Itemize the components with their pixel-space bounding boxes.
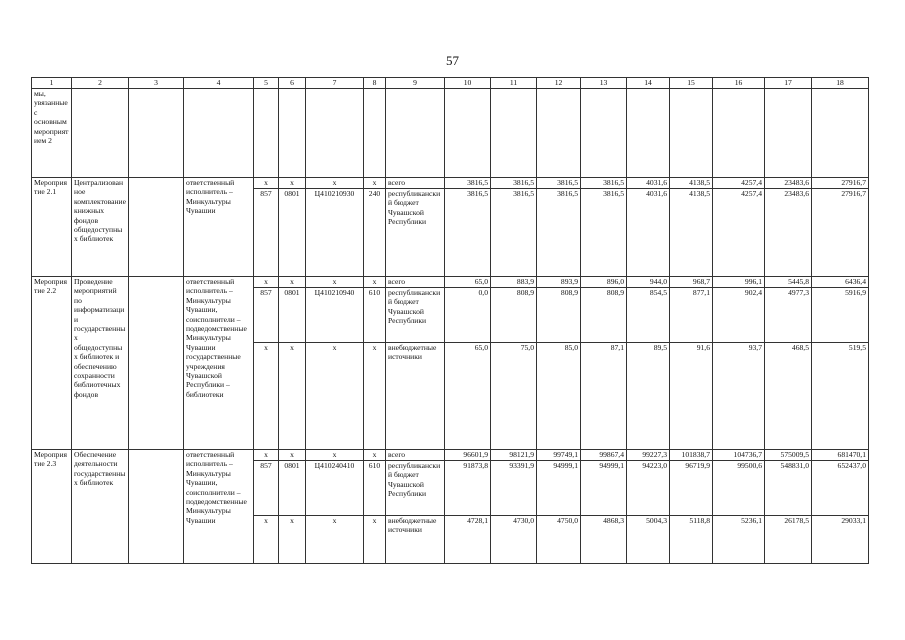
value-cell: 4138,5 bbox=[670, 189, 713, 277]
value-cell: 27916,7 bbox=[812, 189, 869, 277]
header-cell: 11 bbox=[491, 78, 537, 89]
value-cell: 94223,0 bbox=[627, 461, 670, 516]
header-cell: 2 bbox=[72, 78, 129, 89]
source-cell: внебюджетные источники bbox=[386, 516, 445, 564]
code-cell: 610 bbox=[364, 288, 386, 343]
header-cell: 12 bbox=[537, 78, 581, 89]
header-cell: 4 bbox=[184, 78, 254, 89]
value-cell: 65,0 bbox=[445, 277, 491, 288]
value-cell: 99749,1 bbox=[537, 450, 581, 461]
header-row bbox=[32, 78, 869, 89]
code-cell: x bbox=[254, 516, 279, 564]
value-cell: 99227,3 bbox=[627, 450, 670, 461]
value-cell: 548831,0 bbox=[765, 461, 812, 516]
value-cell: 98121,9 bbox=[491, 450, 537, 461]
code-cell: x bbox=[279, 516, 306, 564]
header-cell: 5 bbox=[254, 78, 279, 89]
code-cell: 0801 bbox=[279, 461, 306, 516]
source-cell: всего bbox=[386, 178, 445, 189]
code-cell: x bbox=[306, 343, 364, 450]
value-cell: 4031,6 bbox=[627, 178, 670, 189]
code-cell: 857 bbox=[254, 189, 279, 277]
value-cell: 5004,3 bbox=[627, 516, 670, 564]
value-cell: 893,9 bbox=[537, 277, 581, 288]
value-cell: 3816,5 bbox=[581, 189, 627, 277]
measure-label: Мероприятие 2.2 bbox=[32, 277, 72, 450]
value-cell: 4750,0 bbox=[537, 516, 581, 564]
code-cell: x bbox=[279, 343, 306, 450]
header-cell: 14 bbox=[627, 78, 670, 89]
value-cell: 91,6 bbox=[670, 343, 713, 450]
value-cell: 3816,5 bbox=[491, 178, 537, 189]
code-cell: x bbox=[306, 516, 364, 564]
code-cell: 0801 bbox=[279, 189, 306, 277]
code-cell: x bbox=[364, 178, 386, 189]
header-cell: 13 bbox=[581, 78, 627, 89]
value-cell: 104736,7 bbox=[713, 450, 765, 461]
code-cell: x bbox=[254, 450, 279, 461]
page-number: 57 bbox=[446, 53, 459, 68]
row-label: мы, увязанные с основным мероприятием 2 bbox=[32, 89, 72, 178]
value-cell: 808,9 bbox=[491, 288, 537, 343]
value-cell: 65,0 bbox=[445, 343, 491, 450]
value-cell: 4257,4 bbox=[713, 178, 765, 189]
executor-cell: ответственный исполнитель – Минкультуры Чувашии, соисполнители – подведомственные Минкультуры Чувашии государственные учреждения Чувашской Республики – библиотеки bbox=[184, 277, 254, 450]
value-cell: 996,1 bbox=[713, 277, 765, 288]
value-cell: 944,0 bbox=[627, 277, 670, 288]
value-cell: 4138,5 bbox=[670, 178, 713, 189]
value-cell: 26178,5 bbox=[765, 516, 812, 564]
value-cell: 93391,9 bbox=[491, 461, 537, 516]
value-cell: 6436,4 bbox=[812, 277, 869, 288]
value-cell: 85,0 bbox=[537, 343, 581, 450]
source-cell: республиканский бюджет Чувашской Республики bbox=[386, 288, 445, 343]
value-cell: 4977,3 bbox=[765, 288, 812, 343]
measure-description: Проведение мероприятий по информатизации государственных общедоступных библиотек и обеспечению сохранности библиотечных фондов bbox=[72, 277, 129, 450]
source-cell: внебюджетные источники bbox=[386, 343, 445, 450]
code-cell: x bbox=[279, 450, 306, 461]
value-cell: 575009,5 bbox=[765, 450, 812, 461]
source-cell: всего bbox=[386, 450, 445, 461]
value-cell: 23483,6 bbox=[765, 178, 812, 189]
executor-cell: ответственный исполнитель – Минкультуры Чувашии bbox=[184, 178, 254, 277]
code-cell: x bbox=[306, 178, 364, 189]
header-cell: 6 bbox=[279, 78, 306, 89]
measure-description: Обеспечение деятельности государственных библиотек bbox=[72, 450, 129, 564]
code-cell: x bbox=[364, 450, 386, 461]
code-cell: x bbox=[279, 178, 306, 189]
executor-cell: ответственный исполнитель – Минкультуры Чувашии, соисполнители – подведомственные Минкультуры Чувашии bbox=[184, 450, 254, 564]
code-cell: x bbox=[306, 450, 364, 461]
code-cell: Ц410210940 bbox=[306, 288, 364, 343]
value-cell: 93,7 bbox=[713, 343, 765, 450]
value-cell: 23483,6 bbox=[765, 189, 812, 277]
code-cell: x bbox=[254, 178, 279, 189]
value-cell: 0,0 bbox=[445, 288, 491, 343]
value-cell: 468,5 bbox=[765, 343, 812, 450]
value-cell: 808,9 bbox=[537, 288, 581, 343]
value-cell: 883,9 bbox=[491, 277, 537, 288]
value-cell: 3816,5 bbox=[537, 189, 581, 277]
source-cell: республиканский бюджет Чувашской Республики bbox=[386, 189, 445, 277]
value-cell: 94999,1 bbox=[581, 461, 627, 516]
value-cell: 3816,5 bbox=[445, 189, 491, 277]
table-row bbox=[32, 450, 869, 461]
header-cell: 17 bbox=[765, 78, 812, 89]
value-cell: 27916,7 bbox=[812, 178, 869, 189]
code-cell: 240 bbox=[364, 189, 386, 277]
header-cell: 3 bbox=[129, 78, 184, 89]
value-cell: 5118,8 bbox=[670, 516, 713, 564]
code-cell: Ц410240410 bbox=[306, 461, 364, 516]
value-cell: 99867,4 bbox=[581, 450, 627, 461]
source-cell: всего bbox=[386, 277, 445, 288]
value-cell: 652437,0 bbox=[812, 461, 869, 516]
value-cell: 4730,0 bbox=[491, 516, 537, 564]
value-cell: 96601,9 bbox=[445, 450, 491, 461]
value-cell: 87,1 bbox=[581, 343, 627, 450]
measure-label: Мероприятие 2.3 bbox=[32, 450, 72, 564]
code-cell: x bbox=[364, 277, 386, 288]
value-cell: 3816,5 bbox=[581, 178, 627, 189]
value-cell: 5236,1 bbox=[713, 516, 765, 564]
value-cell: 968,7 bbox=[670, 277, 713, 288]
value-cell: 3816,5 bbox=[491, 189, 537, 277]
code-cell: x bbox=[306, 277, 364, 288]
table-row bbox=[32, 178, 869, 189]
code-cell: x bbox=[364, 516, 386, 564]
code-cell: 857 bbox=[254, 461, 279, 516]
value-cell: 5916,9 bbox=[812, 288, 869, 343]
value-cell: 896,0 bbox=[581, 277, 627, 288]
value-cell: 91873,8 bbox=[445, 461, 491, 516]
source-cell: республиканский бюджет Чувашской Республики bbox=[386, 461, 445, 516]
value-cell: 681470,1 bbox=[812, 450, 869, 461]
header-cell: 15 bbox=[670, 78, 713, 89]
value-cell: 808,9 bbox=[581, 288, 627, 343]
value-cell: 89,5 bbox=[627, 343, 670, 450]
measure-description: Централизованное комплектование книжных фондов общедоступных библиотек bbox=[72, 178, 129, 277]
value-cell: 902,4 bbox=[713, 288, 765, 343]
value-cell: 5445,8 bbox=[765, 277, 812, 288]
value-cell: 96719,9 bbox=[670, 461, 713, 516]
value-cell: 4868,3 bbox=[581, 516, 627, 564]
measure-label: Мероприятие 2.1 bbox=[32, 178, 72, 277]
budget-table bbox=[31, 77, 869, 564]
header-cell: 7 bbox=[306, 78, 364, 89]
code-cell: x bbox=[364, 343, 386, 450]
header-cell: 18 bbox=[812, 78, 869, 89]
value-cell: 4031,6 bbox=[627, 189, 670, 277]
value-cell: 101838,7 bbox=[670, 450, 713, 461]
value-cell: 99500,6 bbox=[713, 461, 765, 516]
value-cell: 3816,5 bbox=[537, 178, 581, 189]
code-cell: x bbox=[254, 343, 279, 450]
code-cell: Ц410210930 bbox=[306, 189, 364, 277]
value-cell: 4257,4 bbox=[713, 189, 765, 277]
value-cell: 877,1 bbox=[670, 288, 713, 343]
value-cell: 519,5 bbox=[812, 343, 869, 450]
code-cell: 857 bbox=[254, 288, 279, 343]
code-cell: 0801 bbox=[279, 288, 306, 343]
header-cell: 9 bbox=[386, 78, 445, 89]
code-cell: x bbox=[279, 277, 306, 288]
value-cell: 75,0 bbox=[491, 343, 537, 450]
code-cell: 610 bbox=[364, 461, 386, 516]
code-cell: x bbox=[254, 277, 279, 288]
value-cell: 3816,5 bbox=[445, 178, 491, 189]
header-cell: 16 bbox=[713, 78, 765, 89]
value-cell: 854,5 bbox=[627, 288, 670, 343]
table-row bbox=[32, 277, 869, 288]
value-cell: 29033,1 bbox=[812, 516, 869, 564]
header-cell: 8 bbox=[364, 78, 386, 89]
value-cell: 94999,1 bbox=[537, 461, 581, 516]
header-cell: 1 bbox=[32, 78, 72, 89]
table-row bbox=[32, 89, 869, 178]
header-cell: 10 bbox=[445, 78, 491, 89]
value-cell: 4728,1 bbox=[445, 516, 491, 564]
